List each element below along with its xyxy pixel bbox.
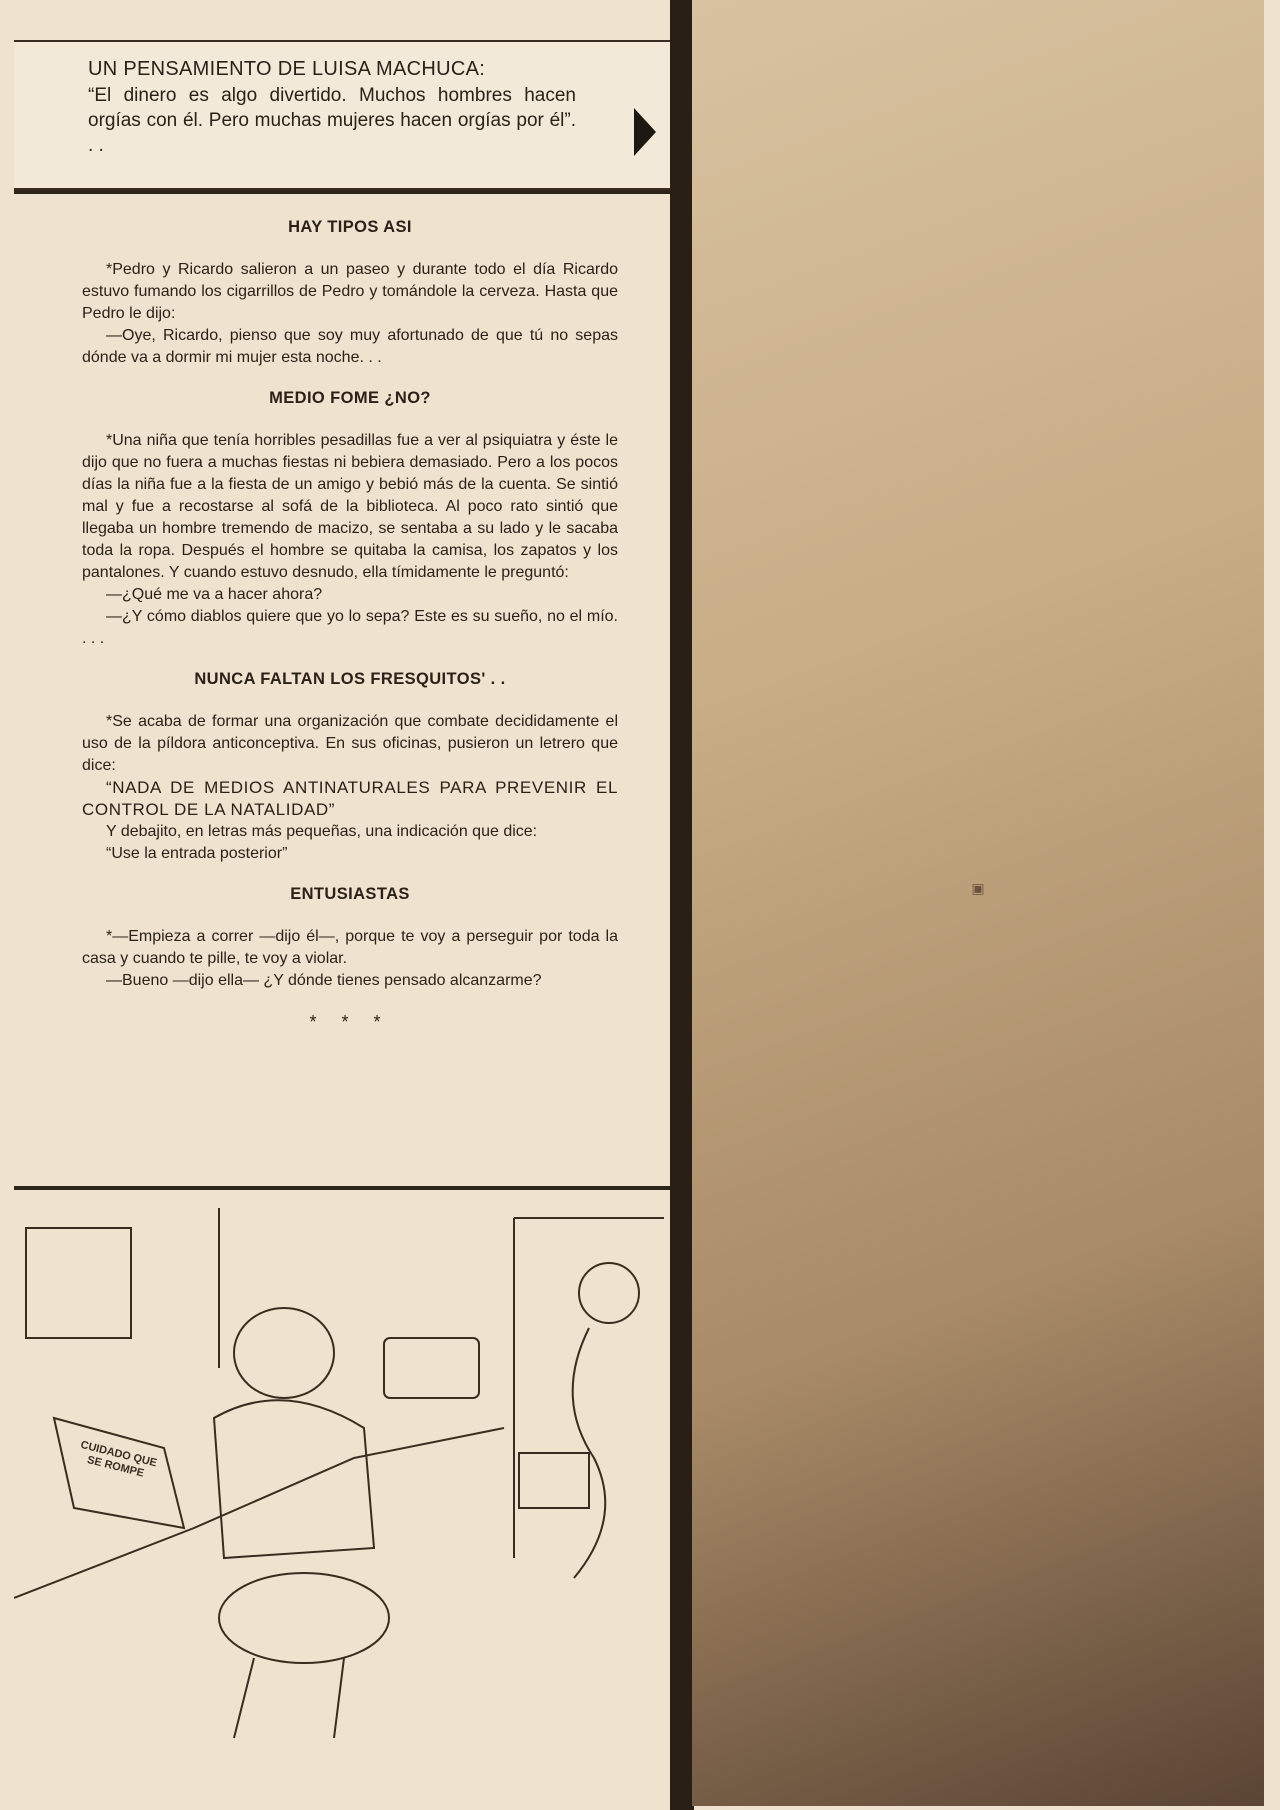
joke-paragraph: *—Empieza a correr —dijo él—, porque te voy a perseguir por toda la casa y cuando te pille, te voy a violar. (82, 928, 618, 967)
joke-paragraph: —¿Qué me va a hacer ahora? (106, 586, 323, 603)
stars-separator: * * * (309, 1012, 391, 1032)
joke-paragraph: “Use la entrada posterior” (106, 845, 288, 862)
man-body (214, 1400, 374, 1558)
joke-paragraph: *Se acaba de formar una organización que combate decididamente el uso de la píldora anticonceptiva. En sus oficinas, pusieron un letrero que dice: (82, 713, 618, 774)
joke (82, 218, 618, 369)
toilet (219, 1573, 389, 1663)
divider (14, 190, 670, 194)
quote-text: “El dinero es algo divertido. Muchos hombres hacen orgías con él. Pero muchas mujeres hacen orgías por él”. . . (88, 85, 576, 156)
joke-paragraph: —Bueno —dijo ella— ¿Y dónde tienes pensado alcanzarme? (106, 972, 542, 989)
cartoon-illustration (14, 1198, 670, 1758)
joke-paragraph: *Pedro y Ricardo salieron a un paseo y durante todo el día Ricardo estuvo fumando los cigarrillos de Pedro y tomándole la cerveza. Hasta que Pedro le dijo: (82, 261, 618, 322)
joke (82, 670, 618, 865)
joke (82, 885, 618, 992)
joke-paragraph: —¿Y cómo diablos quiere que yo lo sepa? Este es su sueño, no el mío. . . . (82, 608, 618, 647)
woman-head (579, 1263, 639, 1323)
arrow-right-icon (634, 108, 656, 156)
joke-title: NUNCA FALTAN LOS FRESQUITOS' . . (194, 670, 506, 688)
cartoon-caption: CUIDADO QUE SE ROMPE (79, 1438, 159, 1480)
divider (14, 1186, 670, 1190)
quote-box (14, 40, 688, 190)
man-head (234, 1308, 334, 1398)
photo (692, 0, 1264, 1806)
joke (82, 389, 618, 650)
man-legs (234, 1658, 344, 1738)
page-gutter (670, 0, 694, 1810)
joke-paragraph: *Una niña que tenía horribles pesadillas fue a ver al psiquiatra y éste le dijo que no fuera a muchas fiestas ni bebiera demasiado. Pero a los pocos días la niña fue a la fiesta de un amigo y bebió más de la cuenta. Se sintió mal y fue a recostarse al sofá de la biblioteca. Al poco rato sintió que llegaba un hombre tremendo de macizo, se sentaba a su lado y le sacaba toda la ropa. Después el hombre se quitaba la camisa, los zapatos y los pantalones. Y cuando estuvo desnudo, ella tímidamente le preguntó: (82, 432, 618, 581)
quote-title: UN PENSAMIENTO DE LUISA MACHUCA: (88, 58, 486, 80)
jokes-section (82, 218, 618, 1033)
joke-paragraph: —Oye, Ricardo, pienso que soy muy afortunado de que tú no sepas dónde va a dormir mi mujer esta noche. . . (82, 327, 618, 366)
suitcase (519, 1453, 589, 1508)
joke-sign-text: “NADA DE MEDIOS ANTINATURALES PARA PREVENIR EL CONTROL DE LA NATALIDAD” (82, 778, 618, 819)
joke-title: HAY TIPOS ASI (288, 218, 412, 236)
photo-placeholder-icon: ▣ (971, 880, 985, 896)
joke-title: MEDIO FOME ¿NO? (269, 389, 431, 407)
joke-paragraph: Y debajito, en letras más pequeñas, una indicación que dice: (106, 823, 538, 840)
joke-title: ENTUSIASTAS (290, 885, 410, 903)
sink (384, 1338, 479, 1398)
wall-picture (26, 1228, 131, 1338)
text-column (14, 0, 670, 1810)
